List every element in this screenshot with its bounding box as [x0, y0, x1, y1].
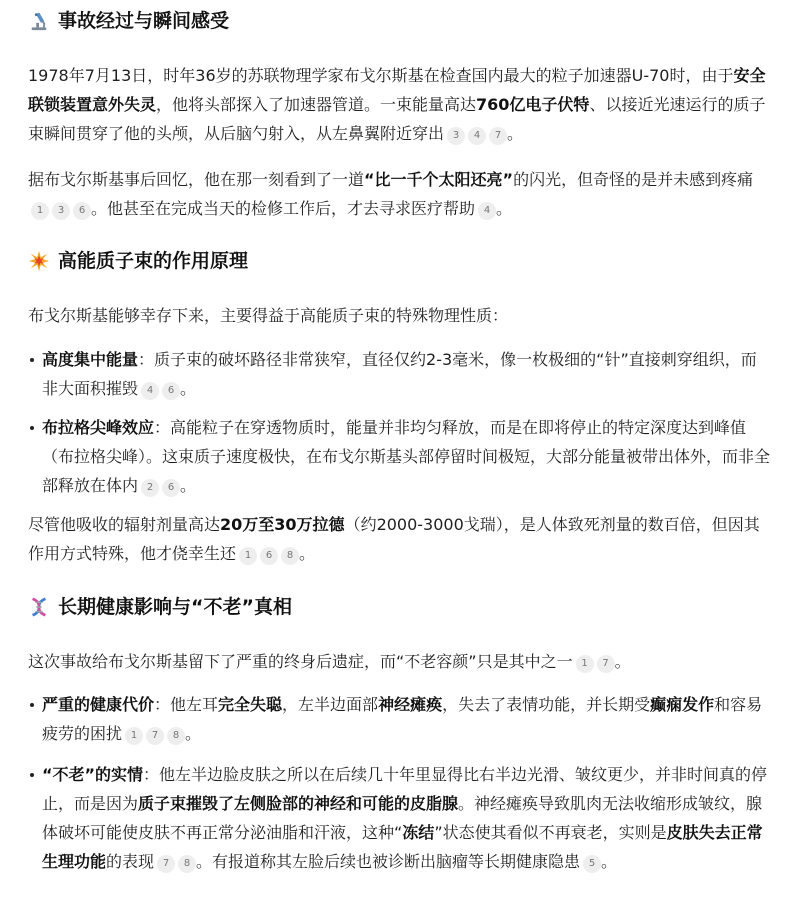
citation-badge[interactable]: 4	[141, 382, 159, 400]
text: 。	[180, 476, 197, 495]
bold-text: 质子束摧毁了左侧脸部的神经和可能的皮脂腺	[138, 794, 459, 813]
text: 。	[185, 724, 202, 743]
text: 布戈尔斯基能够幸存下来，主要得益于高能质子束的特殊物理性质：	[28, 306, 509, 325]
text: 。神经瘫痪导致肌肉无法收缩形成皱纹，腺体破坏可能使皮肤不再正常分泌油脂和汗液，这种“	[42, 794, 763, 842]
text: 。	[299, 544, 316, 563]
list-item	[28, 345, 772, 403]
principle-list	[28, 413, 772, 500]
citation-badge[interactable]: 5	[583, 855, 601, 873]
text: 。有报道称其左脸后续也被诊断出脑瘤等长期健康隐患	[196, 852, 581, 871]
text: 。他甚至在完成当天的检修工作后，才去寻求医疗帮助	[91, 199, 476, 218]
text: 和容易疲劳的困扰	[42, 695, 763, 743]
collision-icon	[28, 250, 50, 272]
text: 尽管他吸收的辐射剂量高达	[28, 515, 221, 534]
citation-badge[interactable]: 6	[73, 202, 91, 220]
text: （约2000-3000戈瑞），是人体致死剂量的数百倍，但因其作用方式特殊，他才侥幸生还	[28, 515, 760, 563]
text: 。	[496, 199, 513, 218]
microscope-icon	[28, 10, 50, 32]
section-title: 事故经过与瞬间感受	[58, 10, 230, 32]
text: ：他左耳	[154, 695, 219, 714]
bold-text: 冻结	[402, 823, 435, 842]
dna-icon	[28, 596, 50, 618]
paragraph-accident	[28, 61, 772, 148]
bold-text: 安全联锁装置意外失灵	[28, 66, 766, 114]
citation-badge[interactable]: 3	[52, 202, 70, 220]
citation-badge[interactable]: 1	[31, 202, 49, 220]
section-heading-longterm	[28, 594, 292, 620]
bold-text: 完全失聪	[218, 695, 283, 714]
citation-badge[interactable]: 3	[447, 127, 465, 145]
citation-badge[interactable]: 4	[468, 127, 486, 145]
text: ”状态使其看似不再衰老，实则是	[434, 823, 667, 842]
longterm-list	[28, 760, 772, 876]
citation-badge[interactable]: 7	[157, 855, 175, 873]
list-item	[28, 690, 772, 748]
list-item	[28, 413, 772, 500]
citation-badge[interactable]: 7	[489, 127, 507, 145]
paragraph-intro-principle	[28, 301, 772, 330]
principle-list	[28, 345, 772, 403]
section-heading-accident	[28, 8, 229, 34]
bold-text: 高度集中能量	[42, 350, 139, 369]
text: ，失去了表情功能，并长期受	[442, 695, 651, 714]
bold-text: “不老”的实情	[42, 765, 144, 784]
text: 。	[614, 652, 631, 671]
citation-badge[interactable]: 1	[125, 727, 143, 745]
bold-text: 760亿电子伏特	[476, 95, 590, 114]
citation-badge[interactable]: 8	[281, 547, 299, 565]
text: 。	[507, 124, 524, 143]
text: 。	[601, 852, 618, 871]
section-title: 长期健康影响与“不老”真相	[58, 596, 292, 618]
bold-text: 布拉格尖峰效应	[42, 418, 155, 437]
text: 。	[180, 379, 197, 398]
bold-text: 20万至30万拉德	[220, 515, 345, 534]
paragraph-intro-longterm	[28, 647, 772, 676]
bold-text: “比一千个太阳还亮”	[364, 170, 514, 189]
text: 的闪光，但奇怪的是并未感到疼痛	[513, 170, 754, 189]
bold-text: 神经瘫痪	[378, 695, 443, 714]
paragraph-recollection	[28, 165, 772, 223]
section-title: 高能质子束的作用原理	[58, 250, 249, 272]
citation-badge[interactable]: 8	[178, 855, 196, 873]
bold-text: 皮肤失去正常生理功能	[42, 823, 763, 871]
citation-badge[interactable]: 2	[141, 479, 159, 497]
bold-text: 癫痫发作	[650, 695, 715, 714]
text: 据布戈尔斯基事后回忆，他在那一刻看到了一道	[28, 170, 365, 189]
citation-badge[interactable]: 4	[478, 202, 496, 220]
text: ：他左半边脸皮肤之所以在后续几十年里显得比右半边光滑、皱纹更少，并非时间真的停止，而是因为	[42, 765, 768, 813]
longterm-list	[28, 690, 772, 748]
citation-badge[interactable]: 8	[167, 727, 185, 745]
citation-badge[interactable]: 1	[576, 655, 594, 673]
text: ，他将头部探入了加速器管道。一束能量高达	[156, 95, 477, 114]
paragraph-dose	[28, 510, 772, 568]
section-heading-principle	[28, 248, 248, 274]
citation-badge[interactable]: 7	[146, 727, 164, 745]
list-item	[28, 760, 772, 876]
citation-badge[interactable]: 6	[162, 382, 180, 400]
citation-badge[interactable]: 7	[597, 655, 615, 673]
bold-text: 严重的健康代价	[42, 695, 155, 714]
text: 、以接近光速运行的质子束瞬间贯穿了他的头颅，从后脑勺射入，从左鼻翼附近穿出	[28, 95, 766, 143]
text: ：高能粒子在穿透物质时，能量并非均匀释放，而是在即将停止的特定深度达到峰值（布拉格尖峰）。这束质子速度极快，在布戈尔斯基头部停留时间极短，大部分能量被带出体外，而非全部释放在体内	[42, 418, 771, 495]
citation-badge[interactable]: 6	[260, 547, 278, 565]
citation-badge[interactable]: 1	[239, 547, 257, 565]
text: 1978年7月13日，时年36岁的苏联物理学家布戈尔斯基在检查国内最大的粒子加速器U-70时，由于	[28, 66, 734, 85]
text: ，左半边面部	[282, 695, 379, 714]
text: ：质子束的破坏路径非常狭窄，直径仅约2-3毫米，像一枚极细的“针”直接刺穿组织，而非大面积摧毁	[42, 350, 757, 398]
text: 这次事故给布戈尔斯基留下了严重的终身后遗症，而“不老容颜”只是其中之一	[28, 652, 573, 671]
text: 的表现	[106, 852, 155, 871]
citation-badge[interactable]: 6	[162, 479, 180, 497]
